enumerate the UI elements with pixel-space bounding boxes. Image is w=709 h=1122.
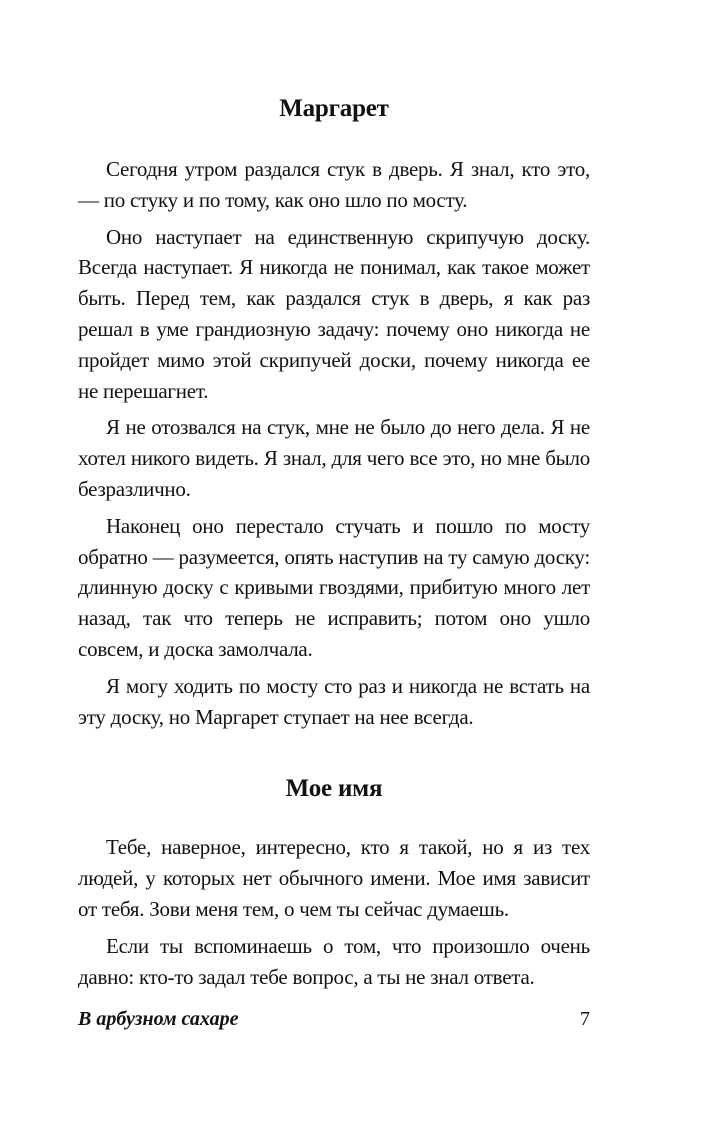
paragraph: Если ты вспоминаешь о том, что произошло очень давно: кто-то задал тебе вопрос, а ты не знал ответа. xyxy=(78,933,590,989)
paragraph: Я могу ходить по мосту сто раз и никогда не встать на эту доску, но Маргарет ступает на нее всегда. xyxy=(78,673,590,729)
running-title: В арбузном сахаре xyxy=(78,1008,239,1030)
book-page xyxy=(78,80,590,998)
paragraph: Наконец оно перестало стучать и пошло по мосту обратно — разумеется, опять наступив на ту самую доску: длинную доску с кривыми гвоздями, прибитую много лет назад, так что теперь не исправить; потом оно ушло совсем, и доска замолчала. xyxy=(78,513,590,661)
paragraph: Тебе, наверное, интересно, кто я такой, но я из тех людей, у которых нет обычного имени. Мое имя зависит от тебя. Зови меня тем, о чем ты сейчас думаешь. xyxy=(78,835,590,921)
page-footer xyxy=(78,1006,590,1032)
page-number: 7 xyxy=(580,1008,590,1030)
paragraph: Я не отозвался на стук, мне не было до него дела. Я не хотел никого видеть. Я знал, для чего все это, но мне было безразлично. xyxy=(78,415,590,501)
paragraph: Сегодня утром раздался стук в дверь. Я знал, кто это, — по стуку и по тому, как оно шло по мосту. xyxy=(78,157,590,212)
paragraph: Оно наступает на единственную скрипучую доску. Всегда наступает. Я никогда не понимал, как такое может быть. Перед тем, как раздался стук в дверь, я как раз решал в уме грандиозную задачу: почему оно никогда не пройдет мимо этой скрипучей доски, почему никогда ее не перешагнет. xyxy=(78,224,590,403)
section-title-my-name: Мое имя xyxy=(285,775,383,803)
section-title-margaret: Маргарет xyxy=(279,95,389,122)
